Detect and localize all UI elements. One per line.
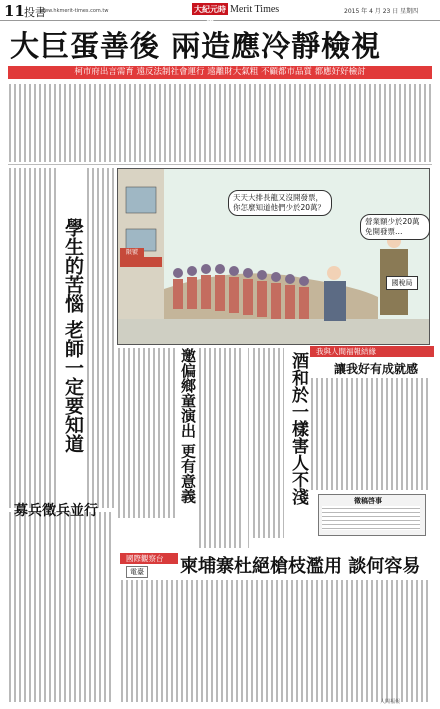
recruit-article-title: 募兵徵兵並行 [14,503,98,519]
temple-article-title: 邀偏鄉童演出 更有意義 [179,348,197,504]
students-article-body-2 [86,168,114,508]
divider [8,164,432,165]
website-url[interactable]: www.hkmerit-times.com.tw [40,8,109,14]
sidebar-banner: 我與人間福報結緣 [310,346,434,357]
sidebar-body [310,378,428,490]
main-headline: 大巨蛋善後 兩造應冷靜檢視 [10,29,382,63]
brand-name: Merit Times [230,4,280,15]
recruit-article-body [8,522,114,702]
lead-article-body [8,84,432,162]
temple-article-body-right [198,348,244,548]
cartoon-sign: 限號 [120,248,144,258]
divider [248,348,249,548]
section-label: 投書 [24,6,46,19]
newspaper-logo: 大紀元時報 [194,4,226,26]
main-subheadline: 柯市府出言需育 遠反法制社會運行 遠離財大氣粗 不顧都市品質 都應好好檢討 [8,66,432,79]
cartoon-badge: 國稅局 [386,276,418,290]
cartoon-speech-right: 營業額少於20萬免開發票… [360,214,430,240]
drink-article-title: 酒和於一樣害人不淺 [288,352,308,505]
footer-credit: 人間福報 [380,699,401,705]
temple-article-body-left [117,348,177,518]
category-tag: 電臺 [126,566,148,578]
call-for-papers-title: 徵稿啓事 [354,497,382,505]
drink-article-body [252,348,284,538]
issue-date: 2015 年 4 月 23 日 星期四 [344,8,419,15]
students-article-body [8,168,58,508]
call-for-papers-text [322,506,420,530]
cambodia-article-body [120,580,428,702]
cartoon-speech-left: 天天大排長龍又沒開發票，你怎麼知道他們少於20萬？ [228,190,332,216]
students-article-title: 學生的苦惱 老師一定要知道 [62,218,84,453]
international-banner: 國際觀察台 [120,553,178,564]
cambodia-article-title: 柬埔寨杜絕槍枝濫用 談何容易 [180,556,421,577]
sidebar-title: 讓我好有成就感 [334,362,419,376]
page-number: 11 [4,2,25,20]
